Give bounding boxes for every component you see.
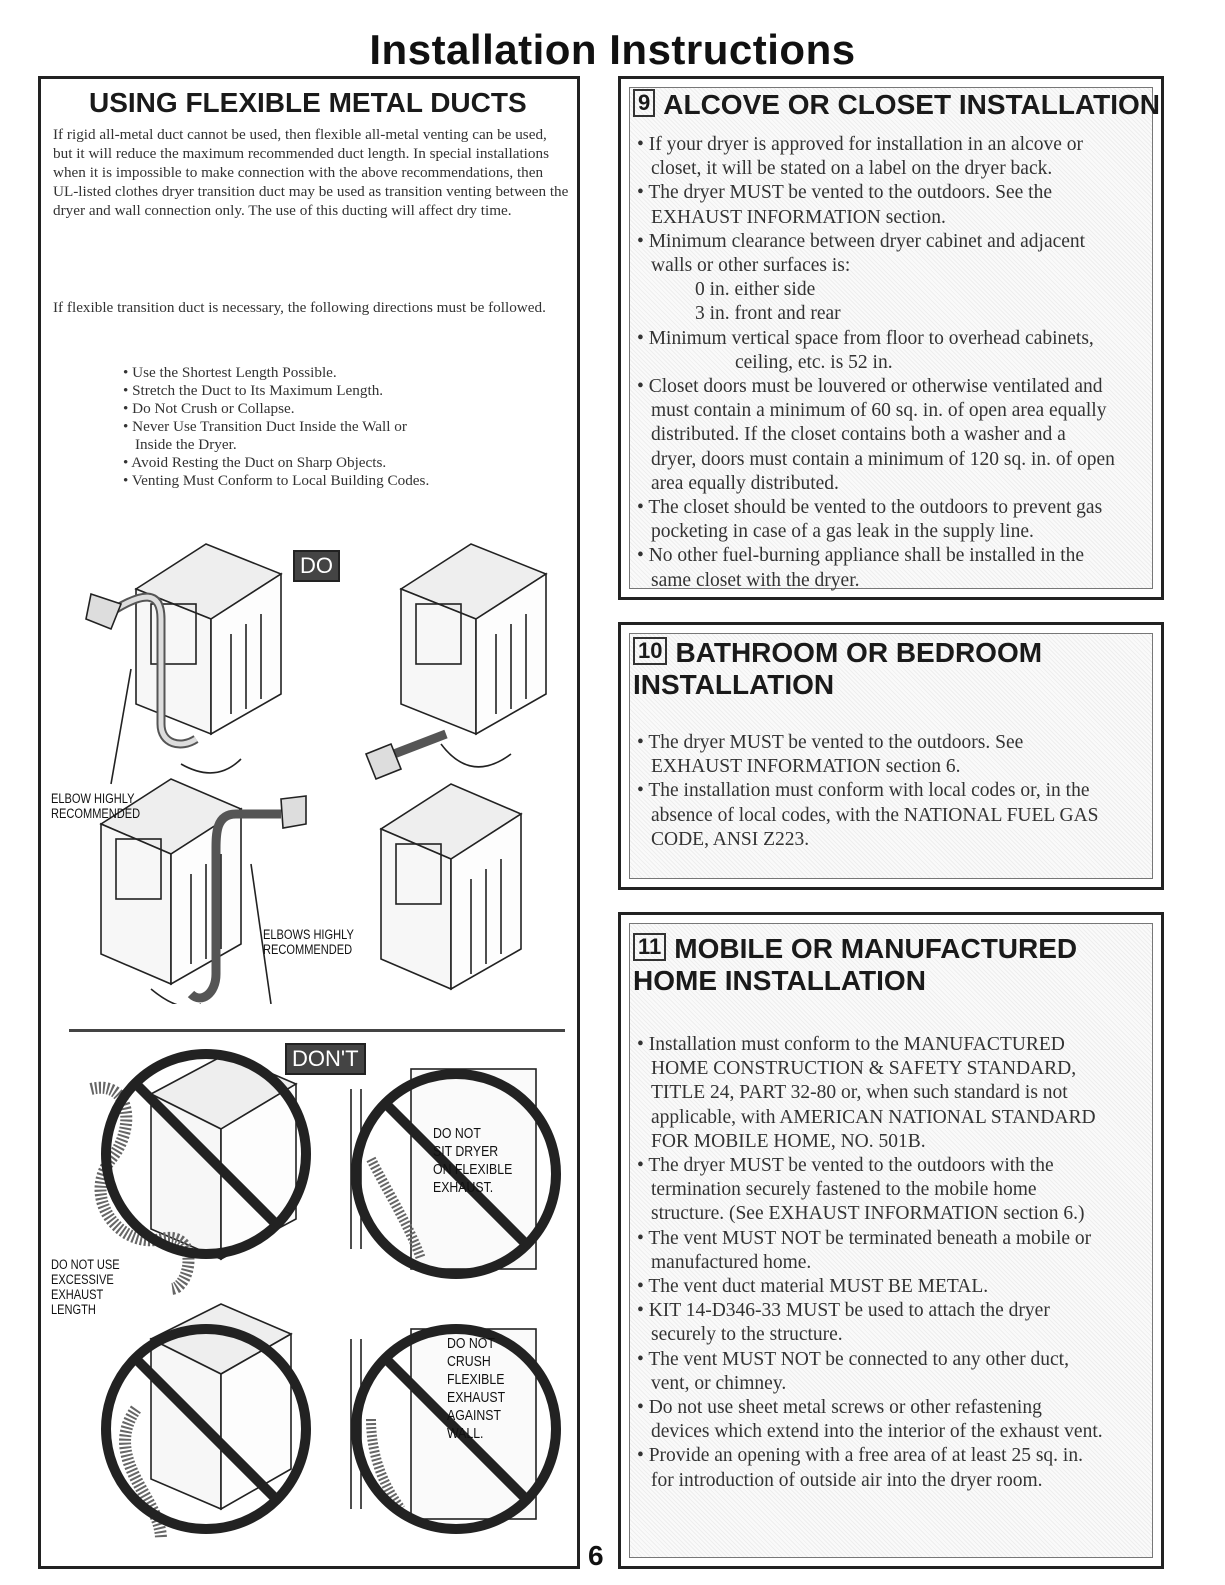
rule-item: • Stretch the Duct to Its Maximum Length.: [123, 382, 384, 399]
section-number: 10: [633, 637, 667, 665]
mobile-home-section: [618, 912, 1164, 1569]
rule-item: • Venting Must Conform to Local Building Codes.: [123, 472, 430, 489]
bathroom-section: [618, 622, 1164, 890]
do-tag: DO: [293, 550, 340, 582]
rule-item: • Use the Shortest Length Possible.: [123, 364, 337, 381]
rule-item: • Never Use Transition Duct Inside the Wall or: [123, 418, 407, 435]
rule-item: • Do Not Crush or Collapse.: [123, 400, 295, 417]
flexible-ducts-heading: USING FLEXIBLE METAL DUCTS: [89, 87, 527, 118]
bathroom-list: • The dryer MUST be vented to the outdoors. See EXHAUST INFORMATION section 6. • The installation must conform with local codes or, in the absence of local codes, with the NATIONAL FUEL GAS CODE, ANSI Z223.: [637, 732, 1099, 850]
rule-item: Inside the Dryer.: [135, 436, 237, 453]
crush-label: DO NOT CRUSH FLEXIBLE EXHAUST AGAINST WALL.: [447, 1335, 506, 1442]
divider: [69, 1029, 565, 1032]
excessive-length-label: DO NOT USE EXCESSIVE EXHAUST LENGTH: [51, 1257, 120, 1317]
mobile-home-list: • Installation must conform to the MANUFACTURED HOME CONSTRUCTION & SAFETY STANDARD, TITLE 24, PART 32-80 or, when such standard is not applicable, with AMERICAN NATIONAL STANDARD FOR MOBILE HOME, NO. 501B. • The dryer MUST be vented to the outdoors with the termination securely fastened to the mobile home structure. (See EXHAUST INFORMATION section 6.) • The vent MUST NOT be terminated beneath a mobile or manufactured home. • The vent duct material MUST BE METAL. • KIT 14-D346-33 MUST be used to attach the dryer securely to the structure. • The vent MUST NOT be connected to any other duct, vent, or chimney. • Do not use sheet metal screws or other refastening devices which extend into the interior of the exhaust vent. • Provide an opening with a free area of at least 25 sq. in. for introduction of outside air into the dryer room.: [637, 1034, 1103, 1491]
bathroom-heading: 10 BATHROOM OR BEDROOM INSTALLATION: [633, 637, 1043, 700]
dryer-bottom-right: [381, 784, 521, 989]
elbow-label: ELBOW HIGHLY RECOMMENDED: [51, 791, 141, 821]
dont-illustration: [41, 1039, 577, 1559]
page-number: 6: [588, 1540, 604, 1571]
rule-item: • Avoid Resting the Duct on Sharp Objects.: [123, 454, 387, 471]
elbows-label: ELBOWS HIGHLY RECOMMENDED: [263, 927, 354, 957]
flexible-ducts-para2: If flexible transition duct is necessary, the following directions must be followed.: [53, 299, 546, 316]
section-number: 11: [633, 933, 666, 961]
flexible-ducts-para1: If rigid all-metal duct cannot be used, then flexible all-metal venting can be used, but it will reduce the maximum recommended duct length. In special installations when it is impossible to make connection with the above recommendations, then UL-listed clothes dryer transition duct may be used as transition venting between the dryer and wall connection only. The use of this ducting will affect dry time.: [53, 126, 569, 219]
flexible-ducts-rules: [123, 364, 543, 490]
dryer-top-right: [401, 544, 546, 734]
page-title: Installation Instructions: [369, 26, 856, 73]
section-number: 9: [633, 89, 655, 117]
alcove-section: [618, 76, 1164, 600]
dont-tag: DON'T: [285, 1043, 366, 1075]
sit-dryer-label: DO NOT SIT DRYER ON FLEXIBLE EXHAUST.: [433, 1125, 513, 1196]
alcove-heading: 9 ALCOVE OR CLOSET INSTALLATION: [633, 89, 1160, 121]
alcove-list: • If your dryer is approved for installation in an alcove or closet, it will be stated on a label on the dryer back. • The dryer MUST be vented to the outdoors. See the EXHAUST INFORMATION section. • Minimum clearance between dryer cabinet and adjacent walls or other surfaces is: 0 in. either side 3 in. front and rear • Minimum vertical space from floor to overhead cabinets, ceiling, etc. is 52 in. • Closet doors must be louvered or otherwise ventilated and must contain a minimum of 60 sq. in. of open area equally distributed. If the closet contains both a washer and a dryer, doors must contain a minimum of 120 sq. in. of open area equally distributed. • The closet should be vented to the outdoors to prevent gas pocketing in case of a gas leak in the supply line. • No other fuel-burning appliance shall be installed in the same closet with the dryer.: [637, 134, 1115, 591]
flexible-ducts-section: [38, 76, 580, 1569]
mobile-home-heading: 11 MOBILE OR MANUFACTURED HOME INSTALLATION: [633, 933, 1078, 996]
